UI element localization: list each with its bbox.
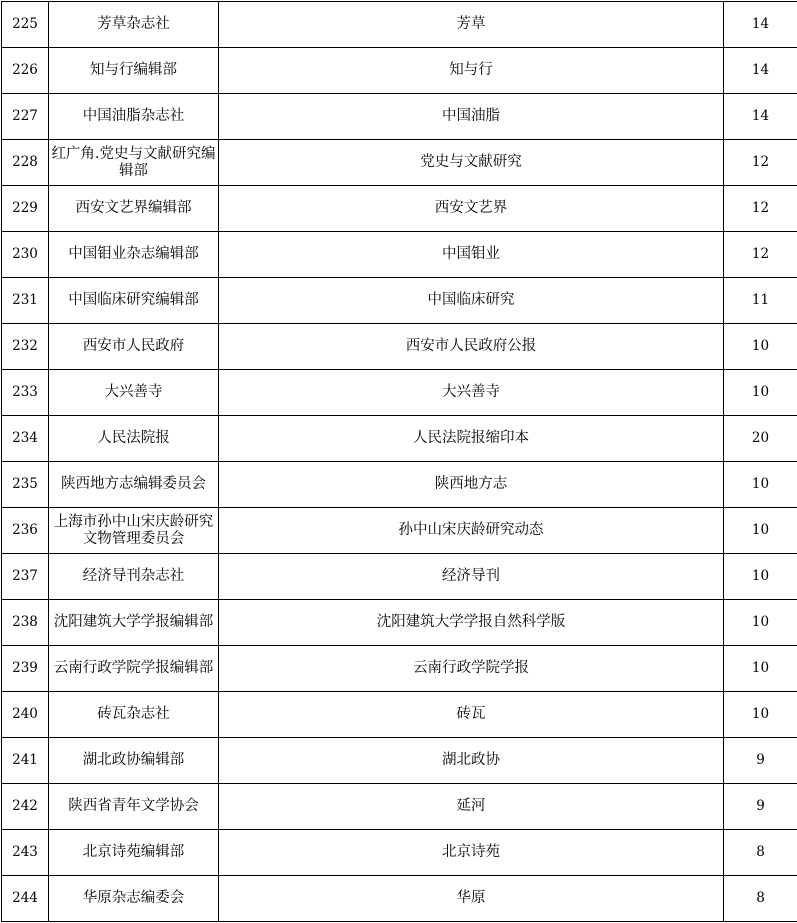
issue-count: 14 [724,94,797,140]
table-row [2,416,797,462]
table-body [2,2,797,922]
publication-title: 孙中山宋庆龄研究动态 [219,508,724,554]
row-number: 232 [2,324,49,370]
table-row [2,370,797,416]
table-row [2,94,797,140]
table-row [2,876,797,922]
row-number: 238 [2,600,49,646]
row-number: 236 [2,508,49,554]
issue-count: 10 [724,554,797,600]
row-number: 225 [2,2,49,48]
issue-count: 8 [724,830,797,876]
publication-title: 湖北政协 [219,738,724,784]
row-number: 226 [2,48,49,94]
publisher-unit: 经济导刊杂志社 [49,554,219,600]
publisher-unit: 西安文艺界编辑部 [49,186,219,232]
row-number: 234 [2,416,49,462]
table-row [2,692,797,738]
table-row [2,554,797,600]
issue-count: 10 [724,692,797,738]
row-number: 239 [2,646,49,692]
table-row [2,462,797,508]
table-row [2,738,797,784]
table-row [2,140,797,186]
issue-count: 10 [724,600,797,646]
journal-list-table [1,1,797,922]
row-number: 244 [2,876,49,922]
table-row [2,278,797,324]
publication-title: 党史与文献研究 [219,140,724,186]
publisher-unit: 北京诗苑编辑部 [49,830,219,876]
publisher-unit: 中国油脂杂志社 [49,94,219,140]
publisher-unit: 砖瓦杂志社 [49,692,219,738]
issue-count: 12 [724,186,797,232]
row-number: 230 [2,232,49,278]
row-number: 240 [2,692,49,738]
table-row [2,232,797,278]
issue-count: 14 [724,48,797,94]
publisher-unit: 知与行编辑部 [49,48,219,94]
row-number: 231 [2,278,49,324]
issue-count: 9 [724,784,797,830]
issue-count: 12 [724,140,797,186]
table-row [2,2,797,48]
row-number: 243 [2,830,49,876]
publication-title: 沈阳建筑大学学报自然科学版 [219,600,724,646]
table-row [2,830,797,876]
publisher-unit: 人民法院报 [49,416,219,462]
row-number: 237 [2,554,49,600]
row-number: 229 [2,186,49,232]
publication-title: 知与行 [219,48,724,94]
publication-title: 北京诗苑 [219,830,724,876]
publisher-unit: 红广角.党史与文献研究编辑部 [49,140,219,186]
publication-title: 芳草 [219,2,724,48]
publication-title: 陕西地方志 [219,462,724,508]
publisher-unit: 沈阳建筑大学学报编辑部 [49,600,219,646]
row-number: 242 [2,784,49,830]
publication-title: 中国钼业 [219,232,724,278]
table-row [2,646,797,692]
publication-title: 延河 [219,784,724,830]
table-row [2,324,797,370]
issue-count: 10 [724,370,797,416]
publisher-unit: 大兴善寺 [49,370,219,416]
publication-title: 经济导刊 [219,554,724,600]
publisher-unit: 湖北政协编辑部 [49,738,219,784]
table-row [2,508,797,554]
publisher-unit: 云南行政学院学报编辑部 [49,646,219,692]
publication-title: 中国油脂 [219,94,724,140]
issue-count: 10 [724,508,797,554]
issue-count: 11 [724,278,797,324]
issue-count: 10 [724,646,797,692]
table-row [2,784,797,830]
issue-count: 14 [724,2,797,48]
publisher-unit: 中国钼业杂志编辑部 [49,232,219,278]
publication-title: 人民法院报缩印本 [219,416,724,462]
publisher-unit: 中国临床研究编辑部 [49,278,219,324]
publication-title: 中国临床研究 [219,278,724,324]
publisher-unit: 芳草杂志社 [49,2,219,48]
publication-title: 大兴善寺 [219,370,724,416]
publisher-unit: 陕西省青年文学协会 [49,784,219,830]
issue-count: 10 [724,324,797,370]
table-row [2,48,797,94]
issue-count: 10 [724,462,797,508]
row-number: 228 [2,140,49,186]
publication-title: 西安市人民政府公报 [219,324,724,370]
row-number: 233 [2,370,49,416]
issue-count: 12 [724,232,797,278]
issue-count: 20 [724,416,797,462]
row-number: 235 [2,462,49,508]
publication-title: 华原 [219,876,724,922]
table-row [2,186,797,232]
publication-title: 西安文艺界 [219,186,724,232]
publisher-unit: 华原杂志编委会 [49,876,219,922]
row-number: 227 [2,94,49,140]
publisher-unit: 西安市人民政府 [49,324,219,370]
publisher-unit: 上海市孙中山宋庆龄研究文物管理委员会 [49,508,219,554]
issue-count: 8 [724,876,797,922]
row-number: 241 [2,738,49,784]
publication-title: 云南行政学院学报 [219,646,724,692]
table-row [2,600,797,646]
publisher-unit: 陕西地方志编辑委员会 [49,462,219,508]
publication-title: 砖瓦 [219,692,724,738]
issue-count: 9 [724,738,797,784]
